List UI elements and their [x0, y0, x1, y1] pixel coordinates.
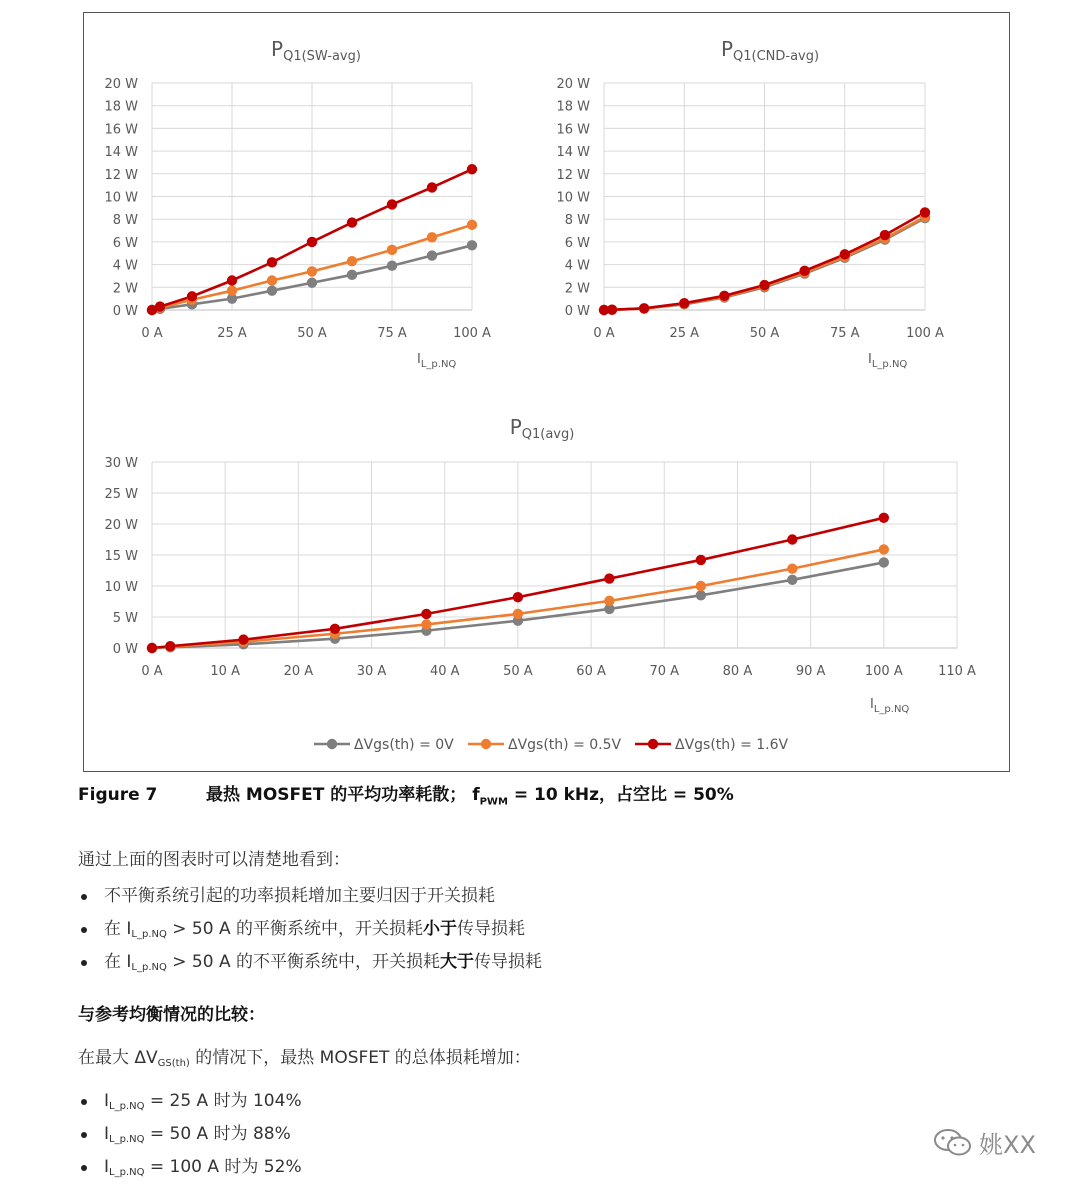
- x-tick-label: 100 A: [906, 326, 944, 341]
- x-tick-label: 50 A: [297, 326, 327, 341]
- data-point: [427, 232, 437, 242]
- data-point: [187, 291, 197, 301]
- data-point: [604, 573, 614, 583]
- bullet-text: = 50 A 时为 88%: [144, 1124, 291, 1144]
- bullet-emphasis: 大于: [440, 952, 474, 972]
- watermark: [933, 1125, 1036, 1160]
- legend-marker: [648, 739, 658, 749]
- comparison-paragraph: [78, 1043, 531, 1069]
- y-tick-label: 18 W: [556, 99, 590, 115]
- y-tick-label: 4 W: [564, 258, 590, 274]
- data-point: [307, 278, 317, 288]
- data-point: [227, 275, 237, 285]
- bullet-text: > 50 A 的不平衡系统中，开关损耗: [166, 952, 440, 972]
- intro-paragraph: 通过上面的图表时可以清楚地看到：: [78, 850, 350, 870]
- x-tick-label: 100 A: [864, 664, 903, 679]
- data-point: [879, 557, 889, 567]
- data-point: [840, 249, 850, 259]
- y-tick-label: 5 W: [112, 611, 138, 626]
- y-tick-label: 2 W: [564, 281, 590, 297]
- data-point: [759, 280, 769, 290]
- data-point: [513, 592, 523, 602]
- wechat-icon: [933, 1127, 973, 1159]
- data-point: [238, 634, 248, 644]
- y-tick-label: 16 W: [104, 122, 138, 138]
- current-subscript: L_p.NQ: [131, 962, 167, 973]
- data-point: [267, 257, 277, 267]
- data-point: [639, 303, 649, 313]
- x-tick-label: 0 A: [593, 326, 615, 341]
- bullet-text: = 25 A 时为 104%: [144, 1091, 302, 1111]
- x-tick-label: 60 A: [576, 664, 606, 679]
- data-point: [347, 256, 357, 266]
- y-tick-label: 8 W: [112, 213, 138, 229]
- legend-label: ΔVgs(th) = 0V: [354, 737, 454, 753]
- data-point: [347, 217, 357, 227]
- list-item: [78, 950, 542, 983]
- current-symbol: I: [126, 919, 132, 939]
- x-tick-label: 30 A: [356, 664, 387, 679]
- data-point: [679, 298, 689, 308]
- data-point: [696, 555, 706, 565]
- legend-label: ΔVgs(th) = 1.6V: [675, 737, 789, 753]
- x-tick-label: 50 A: [749, 326, 780, 341]
- y-tick-label: 6 W: [564, 235, 590, 251]
- current-symbol: I: [104, 1157, 110, 1177]
- x-tick-label: 25 A: [217, 326, 247, 341]
- caption-f-sub: PWM: [479, 796, 508, 808]
- bullet-text: 传导损耗: [457, 919, 525, 939]
- para-text: 在最大 ΔV: [78, 1048, 158, 1068]
- legend-marker: [481, 739, 491, 749]
- x-tick-label: 20 A: [283, 664, 314, 679]
- chart-title: $P_{Q1(SW-avg)}$: [271, 37, 361, 64]
- x-tick-label: 80 A: [722, 664, 753, 679]
- y-tick-label: 30 W: [104, 456, 138, 471]
- data-point: [879, 544, 889, 554]
- data-point: [879, 513, 889, 523]
- bullet-list-increase: [78, 1089, 302, 1188]
- x-tick-label: 25 A: [669, 326, 700, 341]
- y-tick-label: 20 W: [104, 77, 138, 92]
- y-tick-label: 14 W: [556, 145, 590, 161]
- data-point: [155, 301, 165, 311]
- data-point: [427, 250, 437, 260]
- y-tick-label: 10 W: [104, 580, 138, 595]
- bullet-text: 在: [104, 952, 127, 972]
- y-tick-label: 0 W: [564, 304, 590, 319]
- data-point: [787, 575, 797, 585]
- list-item: [78, 884, 542, 917]
- x-tick-label: 75 A: [829, 326, 860, 341]
- y-tick-label: 4 W: [112, 258, 138, 274]
- cnd-chart: [556, 37, 944, 370]
- bullet-text: 传导损耗: [474, 952, 542, 972]
- data-point: [787, 534, 797, 544]
- y-tick-label: 20 W: [556, 77, 590, 92]
- data-point: [604, 596, 614, 606]
- data-point: [513, 609, 523, 619]
- y-tick-label: 8 W: [564, 213, 590, 229]
- list-item: [78, 917, 542, 950]
- x-tick-label: 50 A: [503, 664, 533, 679]
- data-point: [307, 266, 317, 276]
- data-point: [165, 641, 175, 651]
- y-tick-label: 18 W: [104, 99, 138, 115]
- data-point: [880, 230, 890, 240]
- data-point: [787, 563, 797, 573]
- bullet-list-findings: [78, 884, 542, 983]
- data-point: [696, 581, 706, 591]
- current-symbol: I: [104, 1091, 110, 1111]
- bullet-text: = 100 A 时为 52%: [144, 1157, 302, 1177]
- section-heading: 与参考均衡情况的比较：: [78, 1005, 265, 1025]
- bullet-emphasis: 小于: [423, 919, 457, 939]
- legend-marker: [327, 739, 337, 749]
- watermark-text: 姚XX: [979, 1131, 1036, 1159]
- data-point: [467, 164, 477, 174]
- x-tick-label: 70 A: [649, 664, 680, 679]
- data-point: [421, 609, 431, 619]
- y-tick-label: 0 W: [112, 304, 138, 319]
- x-axis-label: $I_{L\_p.NQ}$: [870, 697, 910, 715]
- data-point: [607, 304, 617, 314]
- y-tick-label: 2 W: [112, 281, 138, 297]
- current-symbol: I: [126, 952, 132, 972]
- chart-title: $P_{Q1(CND-avg)}$: [720, 37, 820, 64]
- y-tick-label: 20 W: [104, 518, 138, 533]
- chart-title: $P_{Q1(avg)}$: [509, 415, 575, 442]
- legend-label: ΔVgs(th) = 0.5V: [508, 737, 622, 753]
- x-tick-label: 10 A: [210, 664, 240, 679]
- sw-chart: [104, 37, 491, 370]
- data-point: [467, 240, 477, 250]
- figure-label: Figure 7: [78, 785, 158, 805]
- x-tick-label: 0 A: [141, 326, 163, 341]
- y-tick-label: 25 W: [104, 487, 138, 502]
- current-subscript: L_p.NQ: [131, 929, 167, 940]
- y-tick-label: 14 W: [104, 145, 138, 161]
- x-tick-label: 100 A: [453, 326, 491, 341]
- bullet-text: > 50 A 的平衡系统中，开关损耗: [166, 919, 423, 939]
- data-point: [267, 286, 277, 296]
- current-symbol: I: [104, 1124, 110, 1144]
- data-point: [799, 266, 809, 276]
- bullet-text: 在: [104, 919, 127, 939]
- x-tick-label: 75 A: [377, 326, 407, 341]
- list-item: [78, 1089, 302, 1122]
- y-tick-label: 16 W: [556, 122, 590, 138]
- data-point: [719, 291, 729, 301]
- y-tick-label: 6 W: [112, 235, 138, 251]
- x-tick-label: 40 A: [429, 664, 460, 679]
- x-tick-label: 0 A: [141, 664, 163, 679]
- data-point: [696, 590, 706, 600]
- data-point: [330, 624, 340, 634]
- caption-text-2: = 10 kHz，占空比 = 50%: [507, 785, 734, 805]
- total-chart: [104, 415, 976, 753]
- caption-text-1: 最热 MOSFET 的平均功率耗散； f: [206, 785, 480, 805]
- x-axis-label: $I_{L\_p.NQ}$: [868, 352, 908, 370]
- vgs-subscript: GS(th): [157, 1058, 190, 1069]
- legend-item: [314, 737, 454, 753]
- list-item: [78, 1155, 302, 1188]
- bullet-text: 不平衡系统引起的功率损耗增加主要归因于开关损耗: [104, 886, 495, 906]
- para-text: 的情况下，最热 MOSFET 的总体损耗增加：: [189, 1048, 531, 1068]
- current-subscript: L_p.NQ: [109, 1134, 145, 1145]
- current-subscript: L_p.NQ: [109, 1167, 145, 1178]
- data-point: [387, 199, 397, 209]
- x-axis-label: $I_{L\_p.NQ}$: [417, 352, 457, 370]
- data-point: [920, 207, 930, 217]
- y-tick-label: 10 W: [556, 190, 590, 206]
- y-tick-label: 12 W: [104, 167, 138, 183]
- legend-item: [635, 737, 789, 753]
- figure-caption: [78, 780, 734, 807]
- data-point: [307, 237, 317, 247]
- data-point: [267, 275, 277, 285]
- y-tick-label: 15 W: [104, 549, 138, 564]
- data-point: [467, 220, 477, 230]
- y-tick-label: 12 W: [556, 167, 590, 183]
- x-tick-label: 110 A: [938, 664, 976, 679]
- legend-item: [468, 737, 622, 753]
- current-subscript: L_p.NQ: [109, 1101, 145, 1112]
- y-tick-label: 10 W: [104, 190, 138, 206]
- data-point: [387, 261, 397, 271]
- data-point: [427, 182, 437, 192]
- data-point: [147, 643, 157, 653]
- list-item: [78, 1122, 302, 1155]
- data-point: [387, 245, 397, 255]
- data-point: [347, 270, 357, 280]
- data-point: [227, 286, 237, 296]
- x-tick-label: 90 A: [795, 664, 826, 679]
- data-point: [421, 619, 431, 629]
- y-tick-label: 0 W: [112, 642, 138, 657]
